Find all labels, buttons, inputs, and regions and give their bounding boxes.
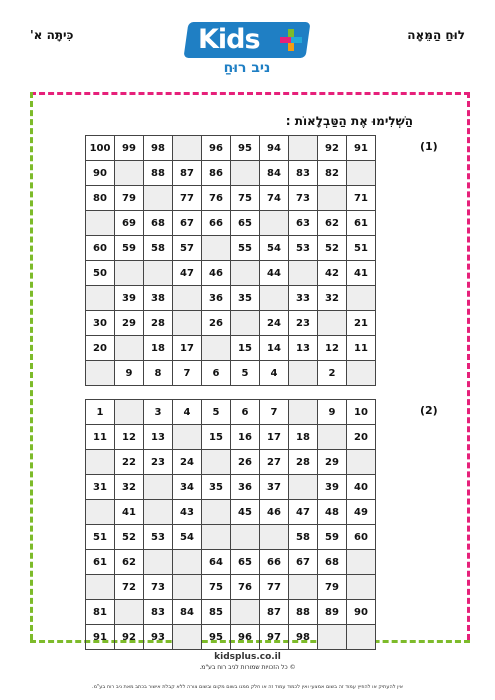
number-cell: 18	[289, 425, 318, 450]
number-cell: 49	[347, 500, 376, 525]
blank-cell[interactable]	[231, 261, 260, 286]
number-cell: 99	[115, 136, 144, 161]
number-cell: 39	[115, 286, 144, 311]
number-cell: 59	[115, 236, 144, 261]
logo-subtitle: ניב רוּחַ	[223, 60, 271, 76]
number-cell: 47	[289, 500, 318, 525]
number-cell: 48	[318, 500, 347, 525]
number-cell: 38	[144, 286, 173, 311]
number-cell: 20	[86, 336, 115, 361]
table-row	[86, 211, 376, 236]
footer-legal: אין להעתיק או להפיץ עמוד זה בשום אמצעי ואין לכמוד עמוד זה או חלק ממנו בשום מקום ובשום צורה ללא קבלת אישור בכתב מאת ניב רוח בע"מ.	[92, 684, 403, 690]
number-cell: 41	[115, 500, 144, 525]
number-cell: 35	[202, 475, 231, 500]
number-cell: 29	[115, 311, 144, 336]
number-cell: 23	[289, 311, 318, 336]
number-cell: 95	[231, 136, 260, 161]
number-cell: 66	[202, 211, 231, 236]
number-cell: 53	[144, 525, 173, 550]
blank-cell[interactable]	[173, 425, 202, 450]
table-row	[86, 161, 376, 186]
number-cell: 75	[231, 186, 260, 211]
number-cell: 60	[86, 236, 115, 261]
number-cell: 11	[347, 336, 376, 361]
number-cell: 87	[173, 161, 202, 186]
number-cell: 85	[202, 600, 231, 625]
blank-cell[interactable]	[289, 575, 318, 600]
number-cell: 90	[86, 161, 115, 186]
number-cell: 73	[289, 186, 318, 211]
number-cell: 35	[231, 286, 260, 311]
number-cell: 86	[202, 161, 231, 186]
blank-cell[interactable]	[115, 600, 144, 625]
number-cell: 14	[260, 336, 289, 361]
exercise-2-label: (2)	[420, 404, 438, 417]
number-cell: 52	[115, 525, 144, 550]
number-cell: 60	[347, 525, 376, 550]
blank-cell[interactable]	[86, 211, 115, 236]
number-cell: 61	[86, 550, 115, 575]
blank-cell[interactable]	[144, 500, 173, 525]
table-row	[86, 425, 376, 450]
number-cell: 42	[318, 261, 347, 286]
blank-cell[interactable]	[115, 161, 144, 186]
blank-cell[interactable]	[318, 425, 347, 450]
number-cell: 51	[86, 525, 115, 550]
number-cell: 98	[144, 136, 173, 161]
blank-cell[interactable]	[86, 450, 115, 475]
blank-cell[interactable]	[144, 550, 173, 575]
blank-cell[interactable]	[202, 236, 231, 261]
blank-cell[interactable]	[347, 575, 376, 600]
number-cell: 6	[231, 400, 260, 425]
number-cell: 47	[173, 261, 202, 286]
number-cell: 58	[144, 236, 173, 261]
number-cell: 40	[347, 475, 376, 500]
plus-icon	[280, 29, 302, 51]
number-cell: 94	[260, 136, 289, 161]
number-cell: 96	[202, 136, 231, 161]
number-cell: 63	[289, 211, 318, 236]
blank-cell[interactable]	[144, 475, 173, 500]
number-cell: 17	[260, 425, 289, 450]
footer-copyright: © כל הזכויות שמורות לניב רוח בע"מ.	[199, 664, 296, 671]
number-cell: 76	[202, 186, 231, 211]
blank-cell[interactable]	[86, 575, 115, 600]
blank-cell[interactable]	[318, 311, 347, 336]
blank-cell[interactable]	[260, 525, 289, 550]
number-cell: 1	[86, 400, 115, 425]
blank-cell[interactable]	[347, 625, 376, 650]
number-cell: 33	[289, 286, 318, 311]
instruction-text: הַשְׁלִימוּ אֶת הַטַּבְלָאוֹת :	[285, 114, 413, 128]
number-cell: 72	[115, 575, 144, 600]
number-cell: 46	[202, 261, 231, 286]
number-cell: 50	[86, 261, 115, 286]
number-cell: 89	[318, 600, 347, 625]
number-cell: 58	[289, 525, 318, 550]
table-row	[86, 136, 376, 161]
number-cell: 52	[318, 236, 347, 261]
number-cell: 44	[260, 261, 289, 286]
worksheet-title: לוּחַ הַמֵּאָה	[407, 28, 465, 42]
number-cell: 29	[318, 450, 347, 475]
number-cell: 3	[144, 400, 173, 425]
number-cell: 92	[318, 136, 347, 161]
number-cell: 15	[231, 336, 260, 361]
number-cell: 74	[260, 186, 289, 211]
exercise-1-label: (1)	[420, 140, 438, 153]
table-row	[86, 600, 376, 625]
number-cell: 12	[115, 425, 144, 450]
table-row	[86, 236, 376, 261]
number-cell: 11	[86, 425, 115, 450]
number-cell: 66	[260, 550, 289, 575]
number-cell: 84	[173, 600, 202, 625]
number-cell: 76	[231, 575, 260, 600]
number-cell: 91	[86, 625, 115, 650]
number-cell: 67	[289, 550, 318, 575]
blank-cell[interactable]	[289, 475, 318, 500]
number-cell: 68	[318, 550, 347, 575]
number-cell: 87	[260, 600, 289, 625]
number-cell: 7	[173, 361, 202, 386]
number-cell: 59	[318, 525, 347, 550]
number-cell: 51	[347, 236, 376, 261]
table-row	[86, 336, 376, 361]
number-cell: 53	[289, 236, 318, 261]
number-cell: 61	[347, 211, 376, 236]
blank-cell[interactable]	[347, 161, 376, 186]
number-cell: 83	[289, 161, 318, 186]
number-cell: 82	[318, 161, 347, 186]
number-cell: 65	[231, 550, 260, 575]
blank-cell[interactable]	[173, 575, 202, 600]
number-cell: 13	[289, 336, 318, 361]
number-cell: 97	[260, 625, 289, 650]
number-cell: 7	[260, 400, 289, 425]
table-row	[86, 525, 376, 550]
number-cell: 8	[144, 361, 173, 386]
table-row	[86, 261, 376, 286]
number-cell: 12	[318, 336, 347, 361]
number-cell: 73	[144, 575, 173, 600]
number-cell: 68	[144, 211, 173, 236]
blank-cell[interactable]	[347, 550, 376, 575]
frame-right	[467, 92, 470, 640]
number-cell: 31	[86, 475, 115, 500]
number-cell: 88	[289, 600, 318, 625]
hundred-chart-1	[85, 135, 376, 386]
number-cell: 2	[318, 361, 347, 386]
blank-cell[interactable]	[202, 450, 231, 475]
number-cell: 64	[202, 550, 231, 575]
number-cell: 41	[347, 261, 376, 286]
blank-cell[interactable]	[289, 400, 318, 425]
number-cell: 32	[115, 475, 144, 500]
table-row	[86, 400, 376, 425]
number-cell: 24	[173, 450, 202, 475]
blank-cell[interactable]	[202, 500, 231, 525]
blank-cell[interactable]	[202, 336, 231, 361]
number-cell: 37	[260, 475, 289, 500]
number-cell: 77	[173, 186, 202, 211]
number-cell: 20	[347, 425, 376, 450]
number-cell: 21	[347, 311, 376, 336]
blank-cell[interactable]	[173, 286, 202, 311]
number-cell: 45	[231, 500, 260, 525]
table-row	[86, 625, 376, 650]
number-cell: 26	[231, 450, 260, 475]
table-row	[86, 361, 376, 386]
number-cell: 88	[144, 161, 173, 186]
table-row	[86, 575, 376, 600]
table-row	[86, 475, 376, 500]
blank-cell[interactable]	[289, 361, 318, 386]
number-cell: 28	[289, 450, 318, 475]
number-cell: 27	[260, 450, 289, 475]
number-cell: 26	[202, 311, 231, 336]
blank-cell[interactable]	[115, 400, 144, 425]
blank-cell[interactable]	[347, 450, 376, 475]
number-cell: 91	[347, 136, 376, 161]
number-cell: 54	[173, 525, 202, 550]
number-cell: 36	[231, 475, 260, 500]
blank-cell[interactable]	[289, 261, 318, 286]
kids-plus-logo	[186, 22, 308, 84]
blank-cell[interactable]	[173, 136, 202, 161]
number-cell: 46	[260, 500, 289, 525]
number-cell: 5	[202, 400, 231, 425]
table-row	[86, 286, 376, 311]
number-cell: 79	[318, 575, 347, 600]
number-cell: 36	[202, 286, 231, 311]
blank-cell[interactable]	[144, 186, 173, 211]
blank-cell[interactable]	[260, 211, 289, 236]
number-cell: 100	[86, 136, 115, 161]
blank-cell[interactable]	[347, 361, 376, 386]
blank-cell[interactable]	[86, 361, 115, 386]
blank-cell[interactable]	[318, 625, 347, 650]
number-cell: 39	[318, 475, 347, 500]
number-cell: 43	[173, 500, 202, 525]
number-cell: 90	[347, 600, 376, 625]
number-cell: 96	[231, 625, 260, 650]
number-cell: 75	[202, 575, 231, 600]
frame-left	[30, 92, 33, 640]
blank-cell[interactable]	[231, 161, 260, 186]
blank-cell[interactable]	[231, 311, 260, 336]
number-cell: 13	[144, 425, 173, 450]
number-cell: 95	[202, 625, 231, 650]
blank-cell[interactable]	[86, 500, 115, 525]
number-cell: 4	[173, 400, 202, 425]
number-cell: 15	[202, 425, 231, 450]
grade-label: כִּיתָּה א'	[30, 28, 74, 42]
number-cell: 10	[347, 400, 376, 425]
number-cell: 65	[231, 211, 260, 236]
number-cell: 28	[144, 311, 173, 336]
table-row	[86, 186, 376, 211]
logo-text: Kids	[198, 24, 260, 55]
blank-cell[interactable]	[115, 261, 144, 286]
blank-cell[interactable]	[289, 136, 318, 161]
number-cell: 79	[115, 186, 144, 211]
number-cell: 55	[231, 236, 260, 261]
number-cell: 18	[144, 336, 173, 361]
table-row	[86, 450, 376, 475]
number-cell: 9	[318, 400, 347, 425]
number-cell: 93	[144, 625, 173, 650]
number-cell: 16	[231, 425, 260, 450]
number-cell: 5	[231, 361, 260, 386]
number-cell: 17	[173, 336, 202, 361]
number-cell: 69	[115, 211, 144, 236]
number-cell: 57	[173, 236, 202, 261]
number-cell: 98	[289, 625, 318, 650]
number-cell: 81	[86, 600, 115, 625]
table-row	[86, 500, 376, 525]
blank-cell[interactable]	[318, 186, 347, 211]
frame-top	[30, 92, 470, 95]
blank-cell[interactable]	[231, 525, 260, 550]
number-cell: 9	[115, 361, 144, 386]
number-cell: 34	[173, 475, 202, 500]
number-cell: 30	[86, 311, 115, 336]
blank-cell[interactable]	[173, 550, 202, 575]
number-cell: 92	[115, 625, 144, 650]
number-cell: 32	[318, 286, 347, 311]
number-cell: 23	[144, 450, 173, 475]
number-cell: 62	[115, 550, 144, 575]
number-cell: 84	[260, 161, 289, 186]
blank-cell[interactable]	[144, 261, 173, 286]
number-cell: 83	[144, 600, 173, 625]
number-cell: 71	[347, 186, 376, 211]
table-row	[86, 550, 376, 575]
blank-cell[interactable]	[173, 625, 202, 650]
table-row	[86, 311, 376, 336]
number-cell: 24	[260, 311, 289, 336]
number-cell: 4	[260, 361, 289, 386]
number-cell: 54	[260, 236, 289, 261]
blank-cell[interactable]	[202, 525, 231, 550]
number-cell: 77	[260, 575, 289, 600]
blank-cell[interactable]	[231, 600, 260, 625]
hundred-chart-2	[85, 399, 376, 650]
blank-cell[interactable]	[86, 286, 115, 311]
number-cell: 6	[202, 361, 231, 386]
blank-cell[interactable]	[260, 286, 289, 311]
blank-cell[interactable]	[115, 336, 144, 361]
number-cell: 62	[318, 211, 347, 236]
number-cell: 80	[86, 186, 115, 211]
blank-cell[interactable]	[347, 286, 376, 311]
number-cell: 67	[173, 211, 202, 236]
blank-cell[interactable]	[173, 311, 202, 336]
number-cell: 22	[115, 450, 144, 475]
footer-url: kidsplus.co.il	[214, 652, 281, 662]
